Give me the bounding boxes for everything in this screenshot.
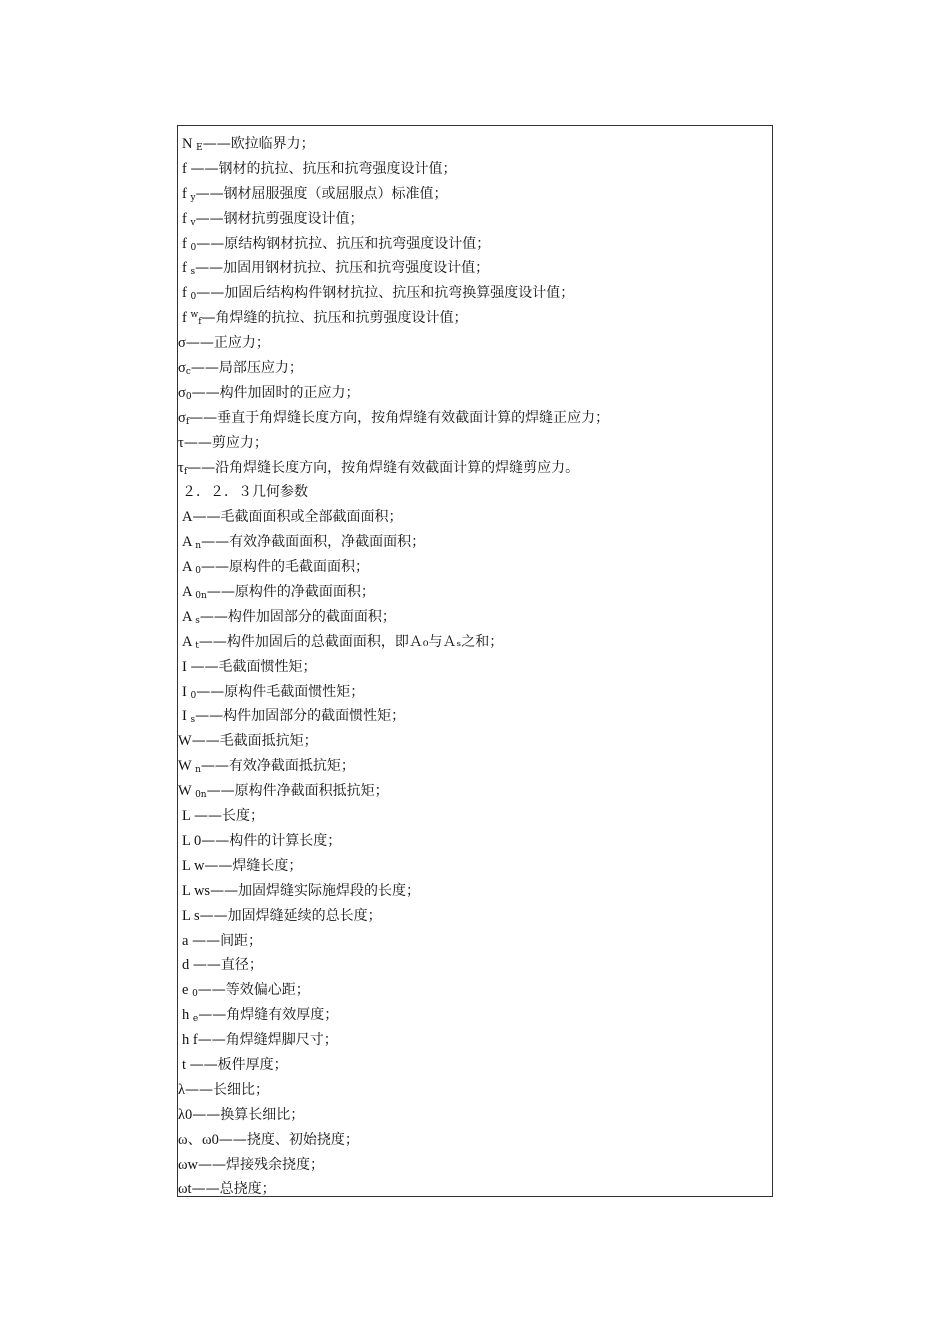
symbol: d <box>182 957 193 974</box>
definition-text: ——毛截面抵抗矩； <box>191 733 318 750</box>
symbol-subscript: 0 <box>190 292 197 303</box>
definition-line <box>178 1075 772 1100</box>
symbol: I <box>182 658 191 675</box>
definition-line <box>178 1000 772 1025</box>
symbol: σ <box>178 409 186 426</box>
definition-line <box>178 129 772 154</box>
symbol-subscript: n <box>195 541 202 552</box>
definition-line <box>178 328 772 353</box>
definition-line <box>178 652 772 677</box>
symbol-subscript: 0 <box>192 989 198 1000</box>
definition-text: ——焊缝长度； <box>204 857 303 874</box>
definition-line <box>178 801 772 826</box>
definition-text: ——剪应力； <box>183 434 268 451</box>
symbol-subscript: 0 <box>190 242 197 253</box>
definition-line <box>178 726 772 751</box>
definition-text: ——原构件的净截面面积； <box>206 584 375 601</box>
symbol: ωt <box>178 1181 192 1198</box>
definition-line <box>178 278 772 303</box>
definition-text: ——直径； <box>192 957 263 974</box>
symbol-subscript: e <box>192 1014 199 1025</box>
definition-text: ——构件加固时的正应力； <box>191 384 360 401</box>
symbol: L <box>182 808 194 825</box>
symbol: a <box>182 932 193 949</box>
symbol: L s <box>182 907 200 924</box>
definition-text: ——毛截面惯性矩； <box>190 658 317 675</box>
definition-text: ——毛截面面积或全部截面面积； <box>192 509 403 526</box>
definition-text: ——正应力； <box>185 335 270 352</box>
definition-text: ——构件的计算长度； <box>201 832 342 849</box>
symbol: ωw <box>178 1156 199 1173</box>
symbol: h <box>182 1007 193 1024</box>
definition-line <box>178 950 772 975</box>
symbol: t <box>182 1056 190 1073</box>
definition-text: ——垂直于角焊缝长度方向，按角焊缝有效截面计算的焊缝正应力； <box>189 409 610 426</box>
definition-text: ——长度； <box>193 808 264 825</box>
symbol-subscript: s <box>190 715 196 726</box>
definition-text: ——钢材屈服强度（或屈服点）标准值； <box>195 185 448 202</box>
symbol: h f <box>182 1032 198 1049</box>
definition-text: —角焊缝的抗拉、抗压和抗剪强度设计值； <box>201 310 468 327</box>
symbol: f <box>182 210 191 227</box>
definition-text: ——构件加固部分的截面面积； <box>199 608 396 625</box>
definition-text: ——间距； <box>192 932 263 949</box>
definition-text: ——构件加固部分的截面惯性矩； <box>195 708 406 725</box>
definition-text: ——钢材抗剪强度设计值； <box>195 210 364 227</box>
symbol: τ <box>178 434 184 451</box>
symbol: σ <box>178 384 186 401</box>
definition-line <box>178 975 772 1000</box>
symbol: ω、ω0 <box>178 1131 219 1148</box>
symbol: A <box>182 584 196 601</box>
definition-text: ——原构件毛截面惯性矩； <box>196 683 365 700</box>
definition-text: ——原构件的毛截面面积； <box>201 559 370 576</box>
definition-line <box>178 253 772 278</box>
symbol: f <box>182 260 191 277</box>
definition-text: ２．２．３几何参数 <box>182 484 308 501</box>
definition-line <box>178 776 772 801</box>
definition-text: ——有效净截面面积，净截面面积； <box>201 534 426 551</box>
definition-text: ——加固用钢材抗拉、抗压和抗弯强度设计值； <box>195 260 490 277</box>
symbol: τ <box>178 459 184 476</box>
symbol: N <box>182 136 197 152</box>
definition-text: ——总挠度； <box>191 1181 276 1198</box>
symbol: σ <box>178 335 186 352</box>
definition-line <box>178 701 772 726</box>
definition-text: ——沿角焊缝长度方向，按角焊缝有效截面计算的焊缝剪应力。 <box>187 459 580 476</box>
symbol-definition-list <box>178 129 772 1199</box>
symbol-subscript: E <box>196 143 203 153</box>
definition-line <box>178 1150 772 1175</box>
symbol: f <box>182 285 191 302</box>
definition-line <box>178 876 772 901</box>
definition-text: ——欧拉临界力； <box>202 136 315 152</box>
symbol-subscript: n <box>195 765 201 776</box>
definition-text: ——换算长细比； <box>192 1106 305 1123</box>
definition-text: ——等效偏心距； <box>197 982 310 999</box>
definition-line <box>178 453 772 478</box>
definition-line <box>178 229 772 254</box>
symbol-subscript: 0 <box>185 391 192 402</box>
definition-line <box>178 926 772 951</box>
definition-line <box>178 154 772 179</box>
definition-line <box>178 1050 772 1075</box>
definition-text: ——加固焊缝延续的总长度； <box>199 907 382 924</box>
symbol-superscript: w <box>190 310 199 321</box>
definition-line <box>178 378 772 403</box>
symbol-subscript: s <box>195 615 200 626</box>
symbol: f <box>182 185 191 202</box>
symbol-subscript: 0n <box>195 790 207 801</box>
symbol-subscript: f <box>183 466 188 477</box>
symbol: f <box>182 160 191 177</box>
definition-line <box>178 477 772 502</box>
document-table-cell <box>177 125 773 1197</box>
symbol: I <box>182 708 191 725</box>
definition-text: ——钢材的抗拉、抗压和抗弯强度设计值； <box>190 160 457 177</box>
definition-line <box>178 1025 772 1050</box>
definition-text: ——焊接残余挠度； <box>198 1156 325 1173</box>
definition-line <box>178 303 772 328</box>
definition-line <box>178 851 772 876</box>
symbol: A <box>182 509 193 526</box>
symbol-subscript: t <box>195 640 199 651</box>
definition-line <box>178 901 772 926</box>
definition-line <box>178 1100 772 1125</box>
symbol: λ0 <box>178 1106 193 1123</box>
symbol: L ws <box>182 882 211 899</box>
symbol-subscript: f <box>185 416 190 427</box>
symbol: A <box>182 633 196 650</box>
definition-line <box>178 403 772 428</box>
symbol: f <box>182 310 191 327</box>
symbol: W <box>178 733 192 750</box>
definition-line <box>178 353 772 378</box>
symbol: A <box>182 559 196 576</box>
definition-line <box>178 826 772 851</box>
symbol-subscript: y <box>190 192 196 203</box>
definition-line <box>178 627 772 652</box>
symbol: L 0 <box>182 832 202 849</box>
symbol-subscript: s <box>190 267 196 278</box>
symbol: A <box>182 608 196 625</box>
symbol-subscript: 0n <box>195 591 207 602</box>
definition-text: ——原构件净截面积抵抗矩； <box>206 783 389 800</box>
definition-text: ——局部压应力； <box>190 360 303 377</box>
symbol: W <box>178 758 196 775</box>
symbol-subscript: c <box>185 367 191 378</box>
symbol: I <box>182 683 191 700</box>
definition-line <box>178 552 772 577</box>
definition-line <box>178 179 772 204</box>
definition-text: ——有效净截面抵抗矩； <box>200 758 355 775</box>
definition-text: ——角焊缝焊脚尺寸； <box>197 1032 338 1049</box>
definition-text: ——板件厚度； <box>189 1056 288 1073</box>
definition-line <box>178 677 772 702</box>
symbol: e <box>182 982 193 999</box>
symbol-subscript: 0 <box>195 566 202 577</box>
symbol-subscript: v <box>190 217 196 228</box>
symbol: A <box>182 534 196 551</box>
definition-text: ——原结构钢材抗拉、抗压和抗弯强度设计值； <box>196 235 491 252</box>
definition-line <box>178 1125 772 1150</box>
definition-line <box>178 751 772 776</box>
symbol-subscript: f <box>198 317 202 328</box>
definition-line <box>178 577 772 602</box>
definition-text: ——加固后结构构件钢材抗拉、抗压和抗弯换算强度设计值； <box>196 285 575 302</box>
symbol-subscript: 0 <box>190 690 197 701</box>
definition-line <box>178 1174 772 1199</box>
definition-line <box>178 428 772 453</box>
definition-text: ——挠度、初始挠度； <box>218 1131 359 1148</box>
definition-line <box>178 502 772 527</box>
symbol: f <box>182 235 191 252</box>
definition-line <box>178 602 772 627</box>
definition-text: ——长细比； <box>185 1081 270 1098</box>
symbol: W <box>178 783 196 800</box>
definition-line <box>178 527 772 552</box>
definition-text: ——加固焊缝实际施焊段的长度； <box>210 882 421 899</box>
definition-text: ——构件加固后的总截面面积，即Ａ₀与Ａₛ之和； <box>198 633 504 650</box>
definition-text: ——角焊缝有效厚度； <box>198 1007 339 1024</box>
symbol: λ <box>178 1081 186 1098</box>
symbol: σ <box>178 360 186 377</box>
symbol: L w <box>182 857 205 874</box>
definition-line <box>178 204 772 229</box>
